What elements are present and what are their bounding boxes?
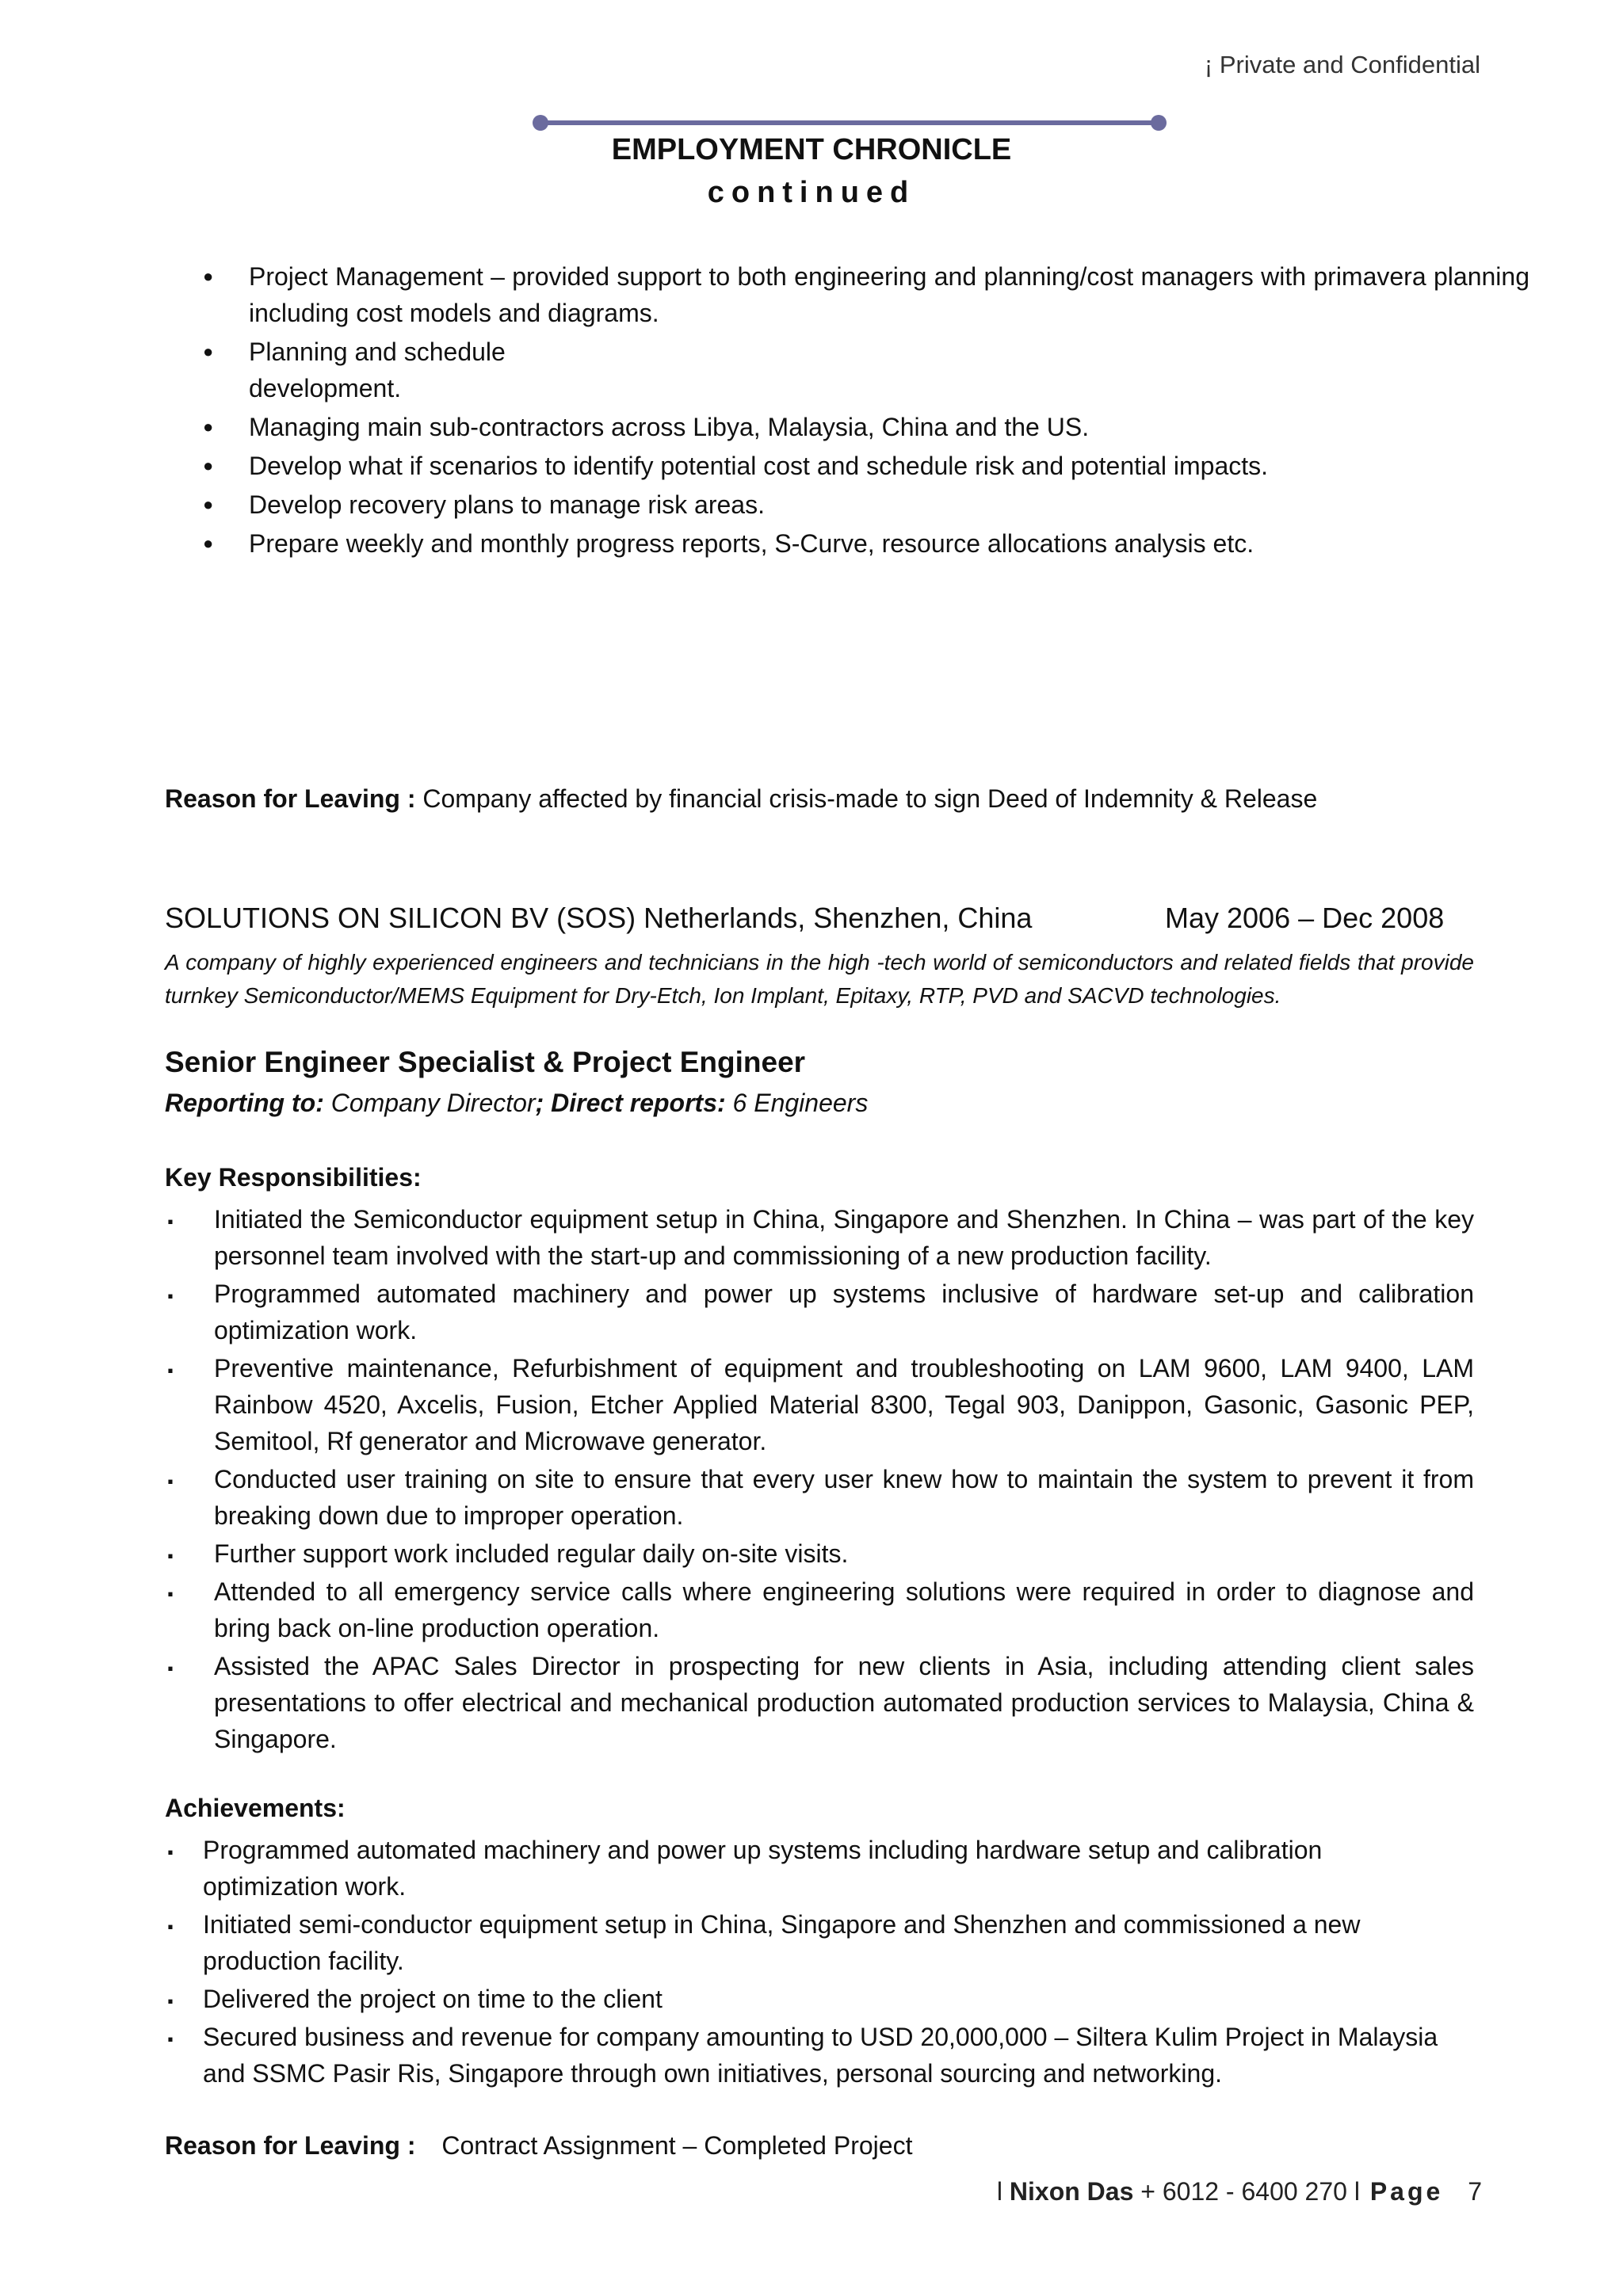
reporting-label: Reporting to: [165, 1089, 324, 1117]
confidential-label: ¡ Private and Confidential [1204, 51, 1480, 78]
reason-for-leaving-sos [165, 2131, 912, 2161]
list-item: ● Managing main sub-contractors across Libya, Malaysia, China and the US. [203, 409, 1168, 445]
list-item: . Attended to all emergency service calls where engineering solutions were required in order to diagnose and bring back on-line production operation. [165, 1573, 1474, 1646]
reason-value: Contract Assignment – Completed Project [441, 2131, 913, 2160]
achievements-list [165, 1832, 1465, 2093]
reason-value: Company affected by financial crisis-made to sign Deed of Indemnity & Release [422, 784, 1318, 813]
header-rule-dot-left [533, 115, 548, 131]
header-rule-graphic [533, 111, 1167, 135]
author-name: Nixon Das [1009, 2177, 1134, 2206]
key-responsibilities-heading: Key Responsibilities: [165, 1163, 422, 1192]
page-number: 7 [1468, 2177, 1482, 2206]
list-item: . Further support work included regular daily on-site visits. [165, 1535, 1474, 1572]
header-rule-dot-right [1151, 115, 1167, 131]
list-item: . Delivered the project on time to the client [165, 1981, 1465, 2017]
company-description: A company of highly experienced engineers and technicians in the high -tech world of semiconductors and related fields that provide turnkey Semiconductor/MEMS Equipment for Dry-Etch, Ion Implant, Epitaxy, RTP, PVD and SACVD technologies. [165, 950, 1474, 1008]
list-item: . Programmed automated machinery and power up systems including hardware setup and calibration optimization work. [165, 1832, 1439, 1905]
page-subtitle: continued [707, 176, 916, 209]
list-item: ● Develop what if scenarios to identify potential cost and schedule risk and potential impacts. [203, 448, 1395, 484]
page-footer [997, 2177, 1482, 2206]
list-item: . Programmed automated machinery and power up systems inclusive of hardware set-up and calibration optimization work. [165, 1276, 1474, 1348]
footer-separator: l [996, 2177, 1002, 2206]
author-phone: + 6012 - 6400 270 [1140, 2177, 1347, 2206]
page-label: Page [1369, 2177, 1444, 2206]
company-line [165, 902, 1465, 935]
reason-label: Reason for Leaving : [165, 784, 416, 813]
list-item: ● Prepare weekly and monthly progress reports, S-Curve, resource allocations analysis etc. [203, 525, 1346, 562]
footer-separator: l [1354, 2177, 1360, 2206]
employment-dates: May 2006 – Dec 2008 [1165, 902, 1445, 934]
list-item: . Secured business and revenue for company amounting to USD 20,000,000 – Siltera Kulim Project in Malaysia and SSMC Pasir Ris, Singapore through own initiatives, personal sourcing and networking. [165, 2019, 1439, 2092]
list-item: . Initiated semi-conductor equipment setup in China, Singapore and Shenzhen and commissioned a new production facility. [165, 1906, 1455, 1979]
job-title: Senior Engineer Specialist & Project Engineer [165, 1046, 806, 1078]
reason-for-leaving-previous [165, 784, 1317, 814]
list-item: ● Project Management – provided support to both engineering and planning/cost managers with primavera planning including cost models and diagrams. [203, 258, 1529, 331]
reporting-value: Company Director [330, 1089, 536, 1117]
direct-reports-value: 6 Engineers [732, 1089, 869, 1117]
list-item: . Conducted user training on site to ensure that every user knew how to maintain the system to prevent it from breaking down due to improper operation. [165, 1461, 1474, 1534]
list-item: . Preventive maintenance, Refurbishment of equipment and troubleshooting on LAM 9600, LAM 9400, LAM Rainbow 4520, Axcelis, Fusion, Etcher Applied Material 8300, Tegal 903, Danippon, Gasonic, Gasonic PEP, Semitool, Rf generator and Microwave generator. [165, 1350, 1474, 1459]
page-title: EMPLOYMENT CHRONICLE [611, 133, 1012, 166]
list-item: ● Planning and schedule development. [203, 334, 582, 406]
reporting-line [165, 1089, 868, 1118]
list-item: . Initiated the Semiconductor equipment setup in China, Singapore and Shenzhen. In China – was part of the key personnel team involved with the start-up and commissioning of a new production facility. [165, 1201, 1474, 1274]
previous-role-bullets [203, 258, 1529, 564]
header-rule [533, 111, 1167, 135]
list-item: ● Develop recovery plans to manage risk areas. [203, 486, 827, 523]
company-name: SOLUTIONS ON SILICON BV (SOS) Netherlands, Shenzhen, China [165, 902, 1033, 934]
reason-label: Reason for Leaving : [165, 2131, 416, 2160]
list-item: . Assisted the APAC Sales Director in prospecting for new clients in Asia, including attending client sales presentations to offer electrical and mechanical production automated production services to Malaysia, China & Singapore. [165, 1648, 1474, 1757]
direct-reports-label: ; Direct reports: [535, 1089, 726, 1117]
responsibilities-list [165, 1201, 1474, 1759]
achievements-heading: Achievements: [165, 1794, 346, 1822]
